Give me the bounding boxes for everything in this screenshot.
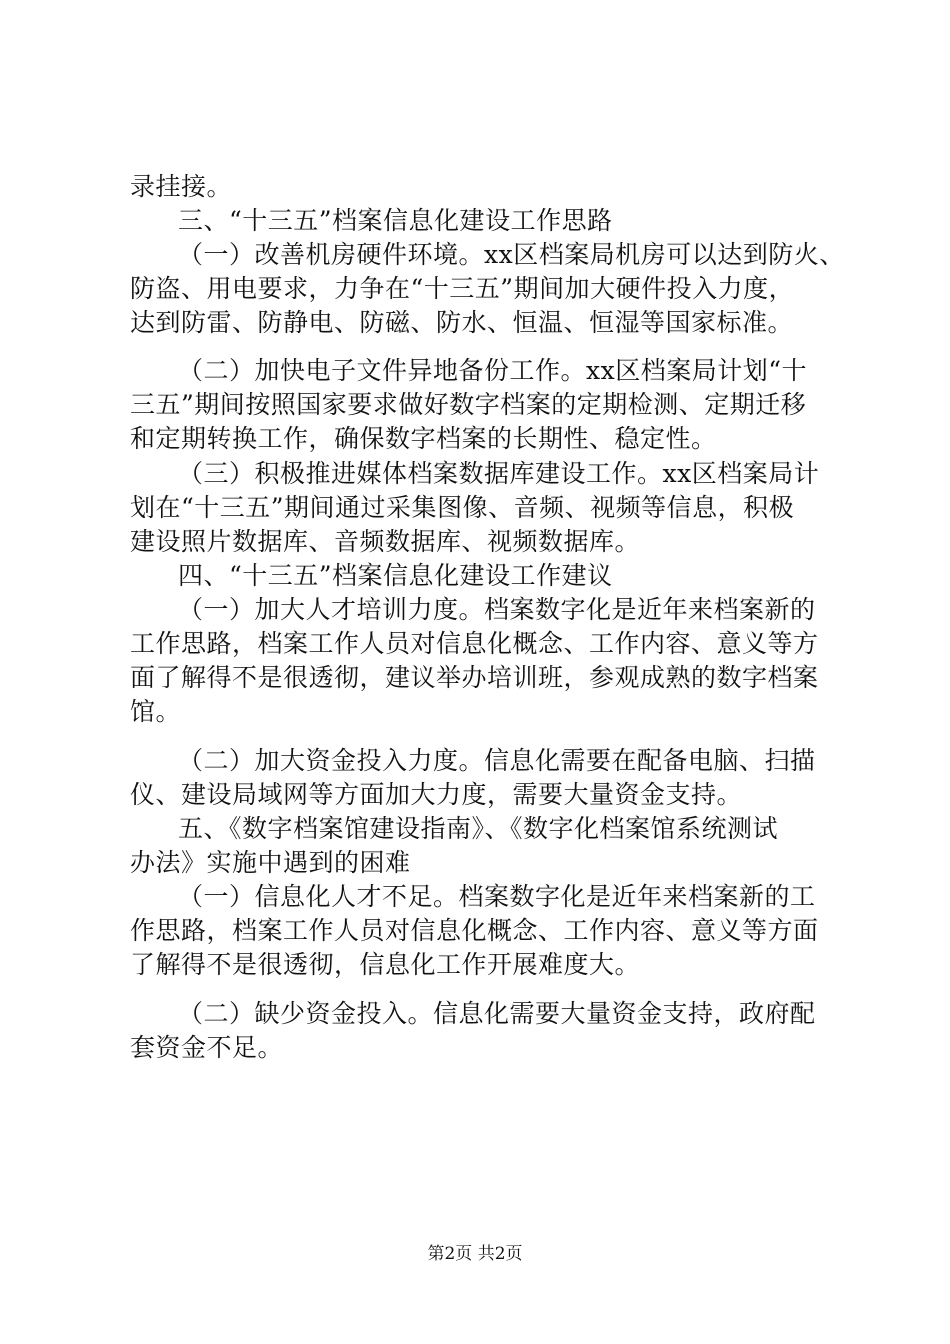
text-line: 了解得不是很透彻，信息化工作开展难度大。 (130, 950, 641, 979)
text-line: （二）加快电子文件异地备份工作。xx区档案局计划“十 (178, 356, 807, 385)
text-line: 划在“十三五”期间通过采集图像、音频、视频等信息，积极 (130, 493, 795, 522)
text-line: 仪、建设局域网等方面加大力度，需要大量资金支持。 (130, 780, 743, 809)
text-line: （三）积极推进媒体档案数据库建设工作。xx区档案局计 (178, 459, 820, 488)
text-line: 套资金不足。 (130, 1033, 284, 1062)
text-line: 面了解得不是很透彻，建议举办培训班，参观成熟的数字档案 (130, 663, 819, 692)
text-line: 三五”期间按照国家要求做好数字档案的定期检测、定期迁移 (130, 390, 807, 419)
text-line: 防盗、用电要求，力争在“十三五”期间加大硬件投入力度， (130, 274, 795, 303)
section-heading: 四、“十三五”档案信息化建设工作建议 (178, 561, 613, 590)
text-line: 馆。 (130, 697, 182, 726)
page-number-footer: 第2页 共2页 (427, 1244, 523, 1264)
text-line: （二）加大资金投入力度。信息化需要在配备电脑、扫描 (178, 746, 816, 775)
text-line: 录挂接。 (130, 172, 233, 201)
text-line: 建设照片数据库、音频数据库、视频数据库。 (130, 527, 641, 556)
text-line: 达到防雷、防静电、防磁、防水、恒温、恒湿等国家标准。 (130, 308, 794, 337)
text-line: 作思路，档案工作人员对信息化概念、工作内容、意义等方面 (130, 916, 819, 945)
text-line: 工作思路，档案工作人员对信息化概念、工作内容、意义等方 (130, 629, 819, 658)
text-line: （一）信息化人才不足。档案数字化是近年来档案新的工 (178, 882, 816, 911)
section-heading: 五、《数字档案馆建设指南》、《数字化档案馆系统测试 (178, 814, 779, 843)
section-heading: 办法》实施中遇到的困难 (130, 848, 411, 877)
text-line: （一）改善机房硬件环境。xx区档案局机房可以达到防火、 (178, 240, 845, 269)
section-heading: 三、“十三五”档案信息化建设工作思路 (178, 206, 613, 235)
text-line: （一）加大人才培训力度。档案数字化是近年来档案新的 (178, 595, 816, 624)
text-line: 和定期转换工作，确保数字档案的长期性、稳定性。 (130, 424, 717, 453)
text-line: （二）缺少资金投入。信息化需要大量资金支持，政府配 (178, 999, 816, 1028)
